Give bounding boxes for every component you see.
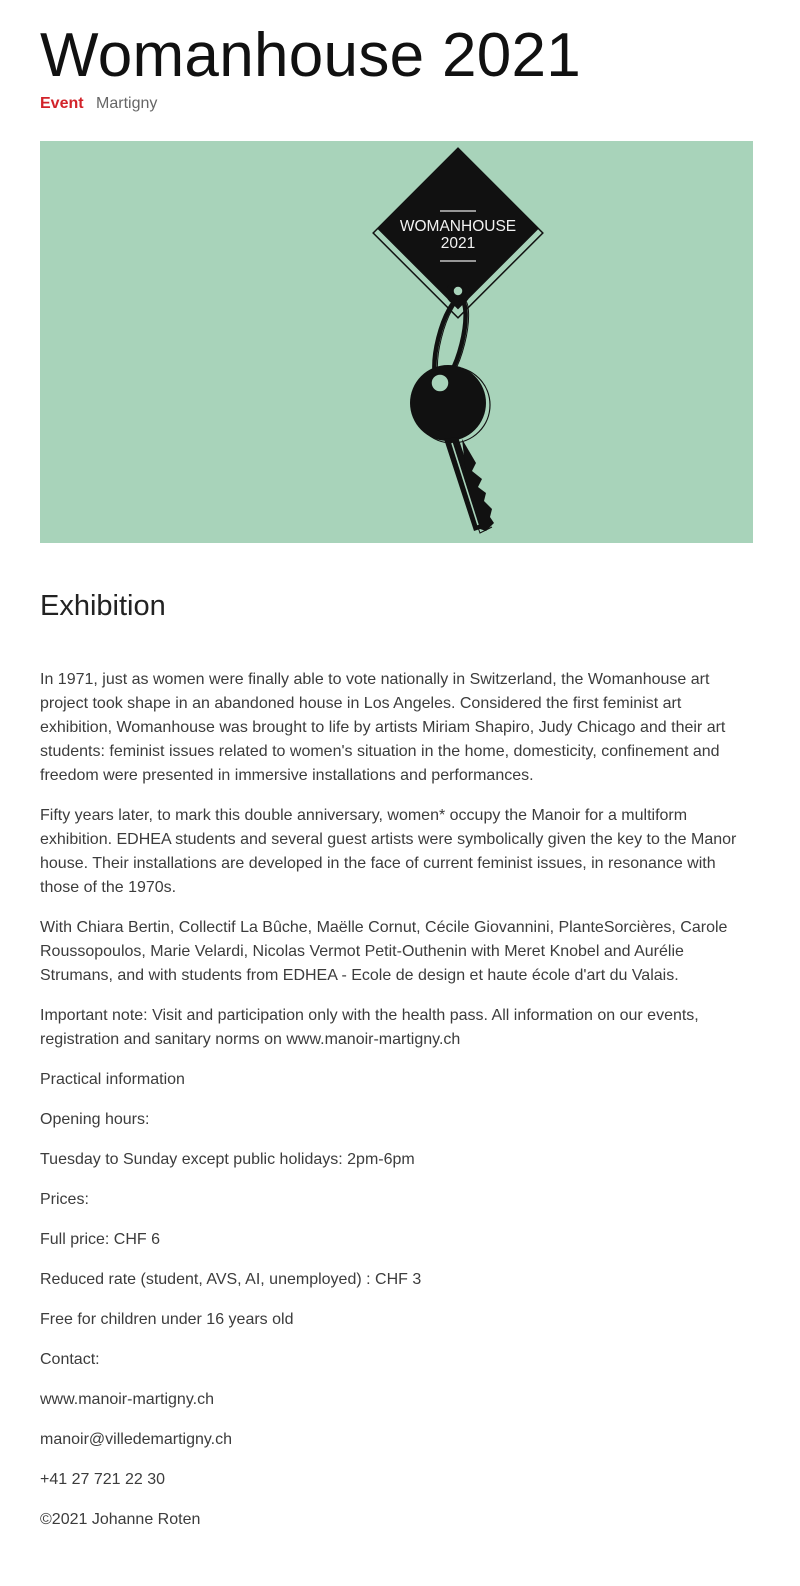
page-title: Womanhouse 2021: [40, 21, 582, 90]
hero-image: [40, 141, 753, 543]
contact-label: Contact:: [40, 1351, 100, 1368]
paragraph-history: In 1971, just as women were finally able to vote nationally in Switzerland, the Womanhouse art project took shape in an abandoned house in Los Angeles. Considered the first feminist art exhibition, Womanhouse was brought to life by artists Miriam Shapiro, Judy Chicago and their art students: feminist issues related to women's situation in the home, domesticity, confinement and freedom were presented in immersive installations and performances.: [40, 671, 726, 784]
key-bow: [410, 365, 486, 441]
event-tag[interactable]: Event: [40, 95, 84, 112]
opening-hours-label: Opening hours:: [40, 1111, 150, 1128]
paragraph-artists: With Chiara Bertin, Collectif La Bûche, Maëlle Cornut, Cécile Giovannini, PlanteSorcières, Carole Roussopoulos, Marie Velardi, Nicolas Vermot Petit-Outhenin with Meret Knobel and Aurélie Strumans, and with students from EDHEA - Ecole de design et haute école d'art du Valais.: [40, 919, 728, 984]
section-heading: Exhibition: [40, 590, 166, 622]
key-bow-hole: [431, 374, 449, 392]
contact-website: www.manoir-martigny.ch: [40, 1391, 214, 1408]
image-credit: ©2021 Johanne Roten: [40, 1511, 201, 1528]
event-meta: [40, 93, 157, 115]
practical-info-heading: Practical information: [40, 1071, 185, 1088]
logo-line1: WOMANHOUSE: [399, 218, 517, 235]
event-description: [40, 668, 753, 1548]
key-icon: [40, 141, 753, 543]
tag-hole: [453, 286, 463, 296]
opening-hours-value: Tuesday to Sunday except public holidays: 2pm-6pm: [40, 1151, 415, 1168]
price-full: Full price: CHF 6: [40, 1231, 161, 1248]
logo-line2: 2021: [440, 235, 476, 252]
price-reduced: Reduced rate (student, AVS, AI, unemployed) : CHF 3: [40, 1271, 422, 1288]
event-location: Martigny: [96, 95, 158, 112]
prices-label: Prices:: [40, 1191, 89, 1208]
contact-email: manoir@villedemartigny.ch: [40, 1431, 233, 1448]
price-children: Free for children under 16 years old: [40, 1311, 294, 1328]
contact-phone: +41 27 721 22 30: [40, 1471, 166, 1488]
paragraph-health-note: Important note: Visit and participation only with the health pass. All information on our events, registration and sanitary norms on www.manoir-martigny.ch: [40, 1007, 699, 1048]
paragraph-anniversary: Fifty years later, to mark this double anniversary, women* occupy the Manoir for a multiform exhibition. EDHEA students and several guest artists were symbolically given the key to the Manor house. Their installations are developed in the face of current feminist issues, in resonance with those of the 1970s.: [40, 807, 737, 896]
